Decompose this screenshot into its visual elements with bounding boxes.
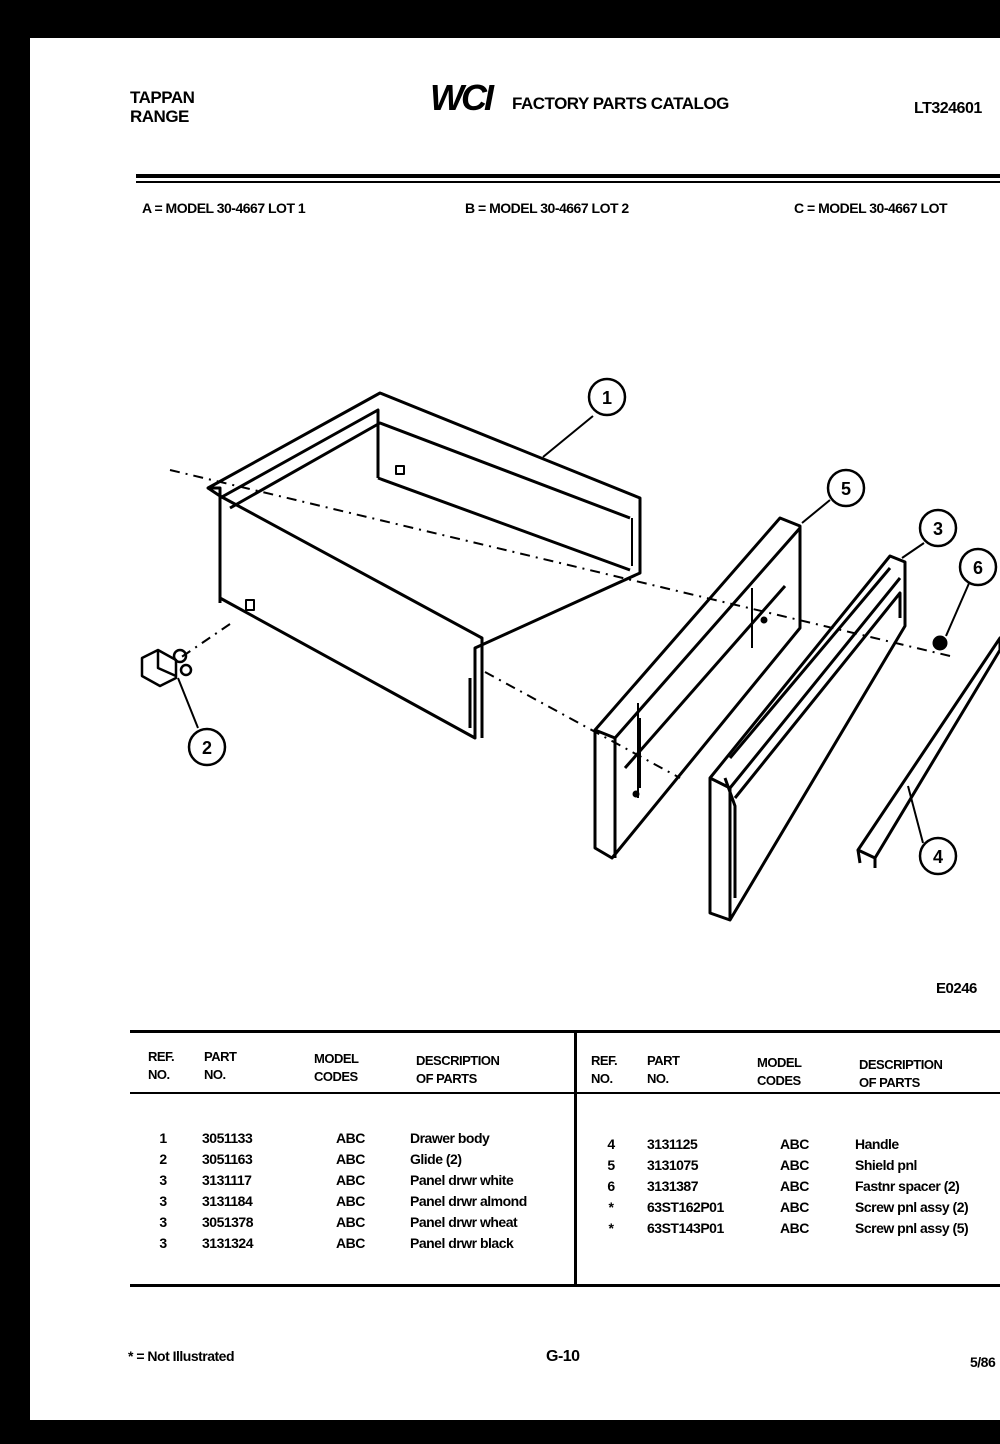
brand-name: TAPPAN (130, 88, 195, 107)
right-part-column (647, 1134, 724, 1239)
table-cell: 2 (159, 1151, 167, 1167)
table-cell: 3051133 (202, 1130, 253, 1146)
exploded-parts-diagram (30, 338, 1000, 958)
header-part-no-right: PART NO. (647, 1053, 680, 1086)
table-cell: 3 (159, 1193, 167, 1209)
table-cell: ABC (336, 1172, 365, 1188)
revision-date: 5/86 (970, 1354, 996, 1370)
table-cell: 3131125 (647, 1136, 698, 1152)
table-cell: 3131387 (647, 1178, 699, 1194)
header-rule (136, 174, 1000, 178)
table-cell: 3 (159, 1214, 167, 1230)
table-cell: 63ST162P01 (647, 1199, 724, 1215)
table-cell: Panel drwr almond (410, 1193, 527, 1209)
drawer-body (208, 393, 640, 738)
fastener-spacer (934, 637, 946, 649)
table-cell: Screw pnl assy (2) (855, 1199, 969, 1215)
right-ref-column (606, 1134, 616, 1239)
left-codes-column (336, 1128, 365, 1254)
left-part-column (202, 1128, 253, 1254)
header-description-right: DESCRIPTION OF PARTS (859, 1057, 943, 1090)
table-header-rule (130, 1092, 1000, 1094)
table-cell: Panel drwr black (410, 1235, 514, 1251)
table-cell: * (608, 1220, 614, 1236)
callout-6: 6 (972, 558, 984, 578)
table-cell: 3131324 (202, 1235, 254, 1251)
table-cell: ABC (336, 1151, 365, 1167)
table-cell: 3051163 (202, 1151, 253, 1167)
table-cell: 3 (159, 1172, 167, 1188)
document-number: LT324601 (914, 100, 982, 117)
callout-1: 1 (601, 388, 613, 408)
header-model-codes-left: MODEL CODES (314, 1051, 359, 1084)
table-cell: ABC (780, 1199, 809, 1215)
logo-text: WCI (430, 80, 491, 114)
table-cell: Handle (855, 1136, 899, 1152)
wci-logo (428, 80, 512, 114)
model-b: B = MODEL 30-4667 LOT 2 (465, 200, 629, 216)
callout-4: 4 (932, 847, 944, 867)
table-cell: Glide (2) (410, 1151, 462, 1167)
table-cell: ABC (780, 1157, 809, 1173)
brand-block (130, 88, 194, 126)
right-codes-column (780, 1134, 809, 1239)
table-cell: 63ST143P01 (647, 1220, 724, 1236)
table-top-rule (130, 1030, 1000, 1033)
table-cell: Panel drwr white (410, 1172, 514, 1188)
table-cell: ABC (336, 1235, 365, 1251)
table-cell: ABC (336, 1193, 365, 1209)
diagram-code: E0246 (936, 980, 977, 997)
table-bottom-rule (130, 1284, 1000, 1287)
header-rule-thin (136, 181, 1000, 183)
table-cell: * (608, 1199, 614, 1215)
callout-2: 2 (201, 738, 213, 758)
page-number: G-10 (546, 1348, 580, 1365)
table-cell: ABC (336, 1130, 365, 1146)
table-cell: 3051378 (202, 1214, 254, 1230)
table-cell: 3131075 (647, 1157, 699, 1173)
table-cell: Screw pnl assy (5) (855, 1220, 969, 1236)
table-cell: Fastnr spacer (2) (855, 1178, 960, 1194)
catalog-title: FACTORY PARTS CATALOG (512, 94, 729, 113)
header-part-no-left: PART NO. (204, 1049, 237, 1082)
header-description-left: DESCRIPTION OF PARTS (416, 1053, 500, 1086)
table-cell: 6 (607, 1178, 615, 1194)
table-cell: Drawer body (410, 1130, 490, 1146)
table-cell: ABC (780, 1178, 809, 1194)
table-cell: ABC (780, 1220, 809, 1236)
not-illustrated-note: * = Not Illustrated (128, 1348, 235, 1364)
header-ref-no-left: REF. NO. (148, 1049, 175, 1082)
table-cell: 3131117 (202, 1172, 252, 1188)
table-cell: Shield pnl (855, 1157, 917, 1173)
product-type: RANGE (130, 107, 189, 126)
callout-5: 5 (840, 479, 852, 499)
table-cell: 1 (159, 1130, 167, 1146)
table-cell: ABC (336, 1214, 365, 1230)
left-ref-column (158, 1128, 168, 1254)
left-desc-column (410, 1128, 527, 1254)
table-cell: 3131184 (202, 1193, 253, 1209)
model-a: A = MODEL 30-4667 LOT 1 (142, 200, 306, 216)
table-cell: ABC (780, 1136, 809, 1152)
handle (858, 638, 1000, 868)
header-ref-no-right: REF. NO. (591, 1053, 618, 1086)
callout-3: 3 (932, 519, 944, 539)
table-cell: 4 (607, 1136, 615, 1152)
table-cell: Panel drwr wheat (410, 1214, 518, 1230)
right-desc-column (855, 1134, 968, 1239)
table-divider (574, 1032, 577, 1286)
table-cell: 3 (159, 1235, 167, 1251)
catalog-page (30, 38, 1000, 1420)
header-model-codes-right: MODEL CODES (757, 1055, 802, 1088)
model-c: C = MODEL 30-4667 LOT (794, 200, 948, 216)
table-cell: 5 (607, 1157, 615, 1173)
